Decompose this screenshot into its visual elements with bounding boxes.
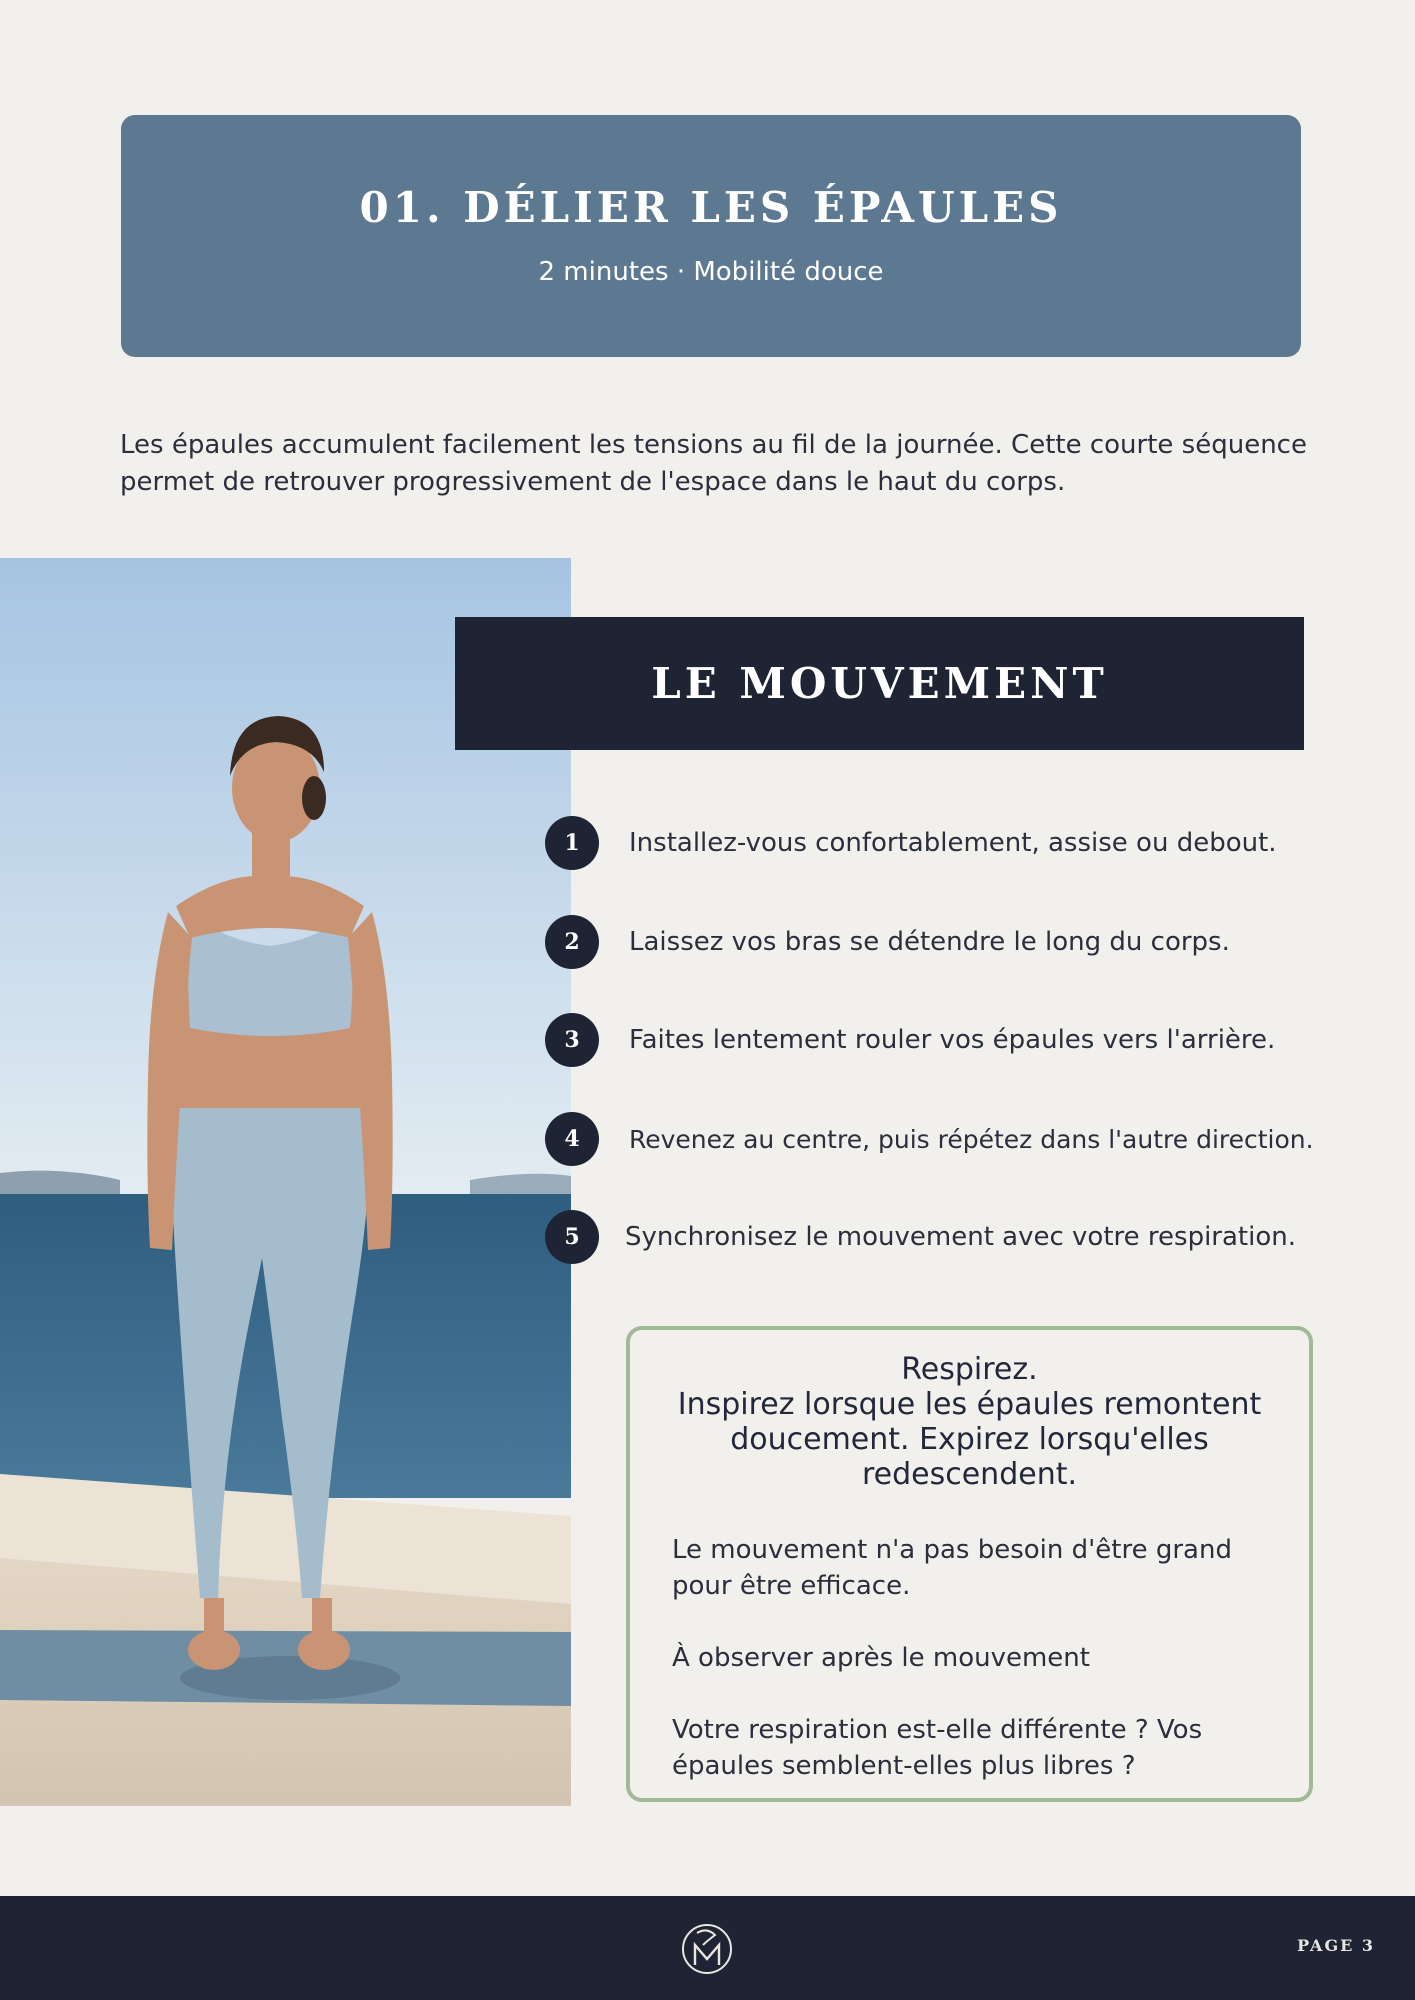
step-text: Revenez au centre, puis répétez dans l'autre direction. [629, 1124, 1314, 1154]
observe-label: À observer après le mouvement [672, 1643, 1090, 1673]
breathing-heading [650, 1352, 1289, 1492]
intro-paragraph: Les épaules accumulent facilement les tensions au fil de la journée. Cette courte séquence permet de retrouver progressivement de l'espace dans le haut du corps. [120, 430, 1307, 497]
step-number: 1 [545, 816, 599, 870]
step-text: Faites lentement rouler vos épaules vers l'arrière. [629, 1025, 1276, 1055]
step-text: Installez-vous confortablement, assise ou debout. [629, 828, 1277, 858]
breathing-heading-line: Respirez. [901, 1352, 1038, 1387]
step-5 [545, 1210, 1296, 1264]
chapter-header [121, 115, 1301, 357]
step-1 [545, 816, 1277, 870]
observe-question: Votre respiration est-elle différente ? Vos épaules semblent-elles plus libres ? [672, 1715, 1203, 1781]
section-title: LE MOUVEMENT [455, 617, 1304, 750]
step-text: Synchronisez le mouvement avec votre respiration. [625, 1222, 1296, 1252]
page-footer [0, 1896, 1415, 2000]
chapter-title: 01. DÉLIER LES ÉPAULES [359, 183, 1063, 232]
step-number: 4 [545, 1112, 599, 1166]
step-number: 3 [545, 1013, 599, 1067]
brand-logo [681, 1919, 733, 1979]
page-number: PAGE 3 [1297, 1936, 1375, 1955]
step-2 [545, 915, 1230, 969]
breathing-callout [626, 1326, 1313, 1802]
step-text: Laissez vos bras se détendre le long du corps. [629, 927, 1230, 957]
step-number: 5 [545, 1210, 599, 1264]
chapter-subtitle: 2 minutes · Mobilité douce [538, 257, 884, 287]
breathing-heading-detail: Inspirez lorsque les épaules remontent doucement. Expirez lorsqu'elles redescendent. [677, 1387, 1262, 1492]
step-number: 2 [545, 915, 599, 969]
step-3 [545, 1013, 1275, 1067]
step-4 [545, 1112, 1314, 1166]
breathing-note: Le mouvement n'a pas besoin d'être grand pour être efficace. [672, 1535, 1232, 1601]
